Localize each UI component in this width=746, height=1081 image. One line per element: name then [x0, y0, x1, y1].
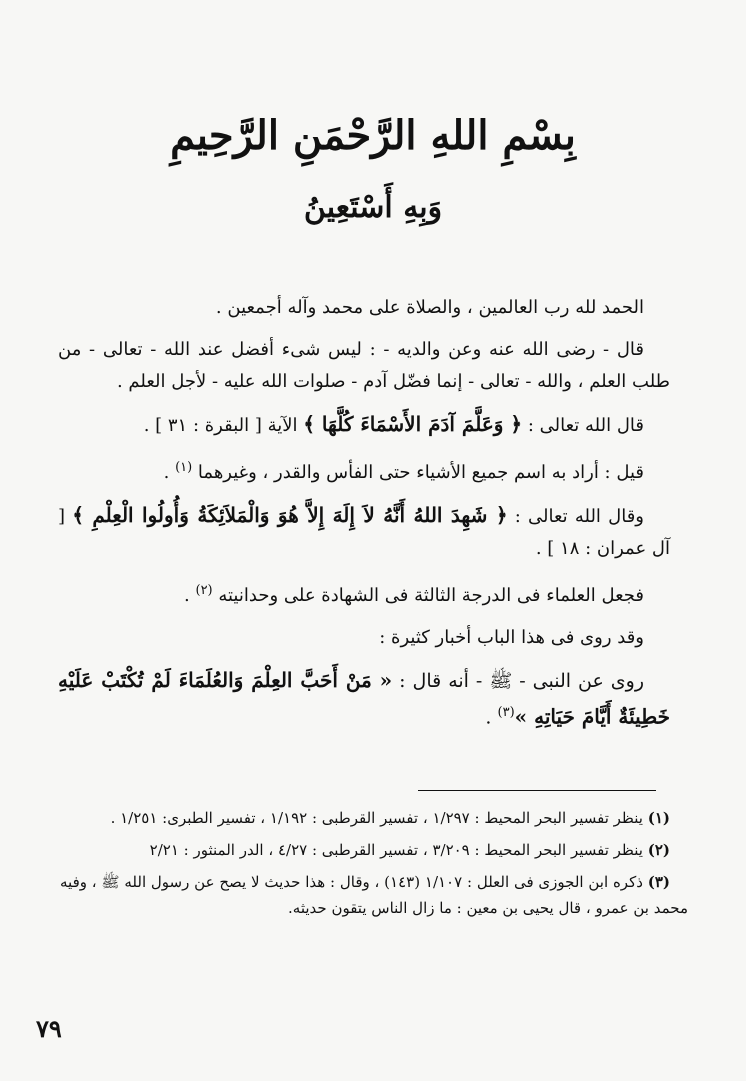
subtitle-heading: وَبِهِ أَسْتَعِينُ	[303, 190, 443, 225]
footnote-divider	[418, 790, 656, 791]
paragraph-hadith: روى عن النبى - ﷺ - أنه قال : « مَنْ أَحَبَّ العِلْمَ وَالعُلَمَاءَ لَمْ تُكْتَبْ عَلَيْهِ خَطِيئَةٌ أَيَّامَ حَيَاتِهِ »$^{(٣)}$ .	[58, 668, 670, 729]
main-text	[58, 292, 670, 743]
hadith-quote: « مَنْ أَحَبَّ العِلْمَ وَالعُلَمَاءَ لَمْ تُكْتَبْ عَلَيْهِ خَطِيئَةٌ أَيَّامَ حَيَاتِهِ »	[58, 668, 670, 729]
quran-quote: ﴿ شَهِدَ اللهُ أَنَّهُ لاَ إِلَهَ إِلاَّ هُوَ وَالْمَلاَئِكَةُ وَأُولُوا الْعِلْمِ ﴾	[72, 503, 508, 527]
paragraph-verse-baqara: قال الله تعالى : ﴿ وَعَلَّمَ آدَمَ الأَسْمَاءَ كُلَّهَا ﴾ الآية [ البقرة : ٣١ ] .	[143, 412, 644, 436]
quran-quote: ﴿ وَعَلَّمَ آدَمَ الأَسْمَاءَ كُلَّهَا ﴾	[303, 412, 523, 436]
paragraph-verse-imran: وقال الله تعالى : ﴿ شَهِدَ اللهُ أَنَّهُ لاَ إِلَهَ إِلاَّ هُوَ وَالْمَلاَئِكَةُ وَأُولُوا الْعِلْمِ ﴾ [ آل عمران : ١٨ ] .	[58, 503, 670, 559]
paragraph-reports: وقد روى فى هذا الباب أخبار كثيرة :	[379, 627, 644, 648]
paragraph-knowledge: قال - رضى الله عنه وعن والديه - : ليس شىء أفضل عند الله - تعالى - من طلب العلم ، والله - تعالى - إنما فضّل آدم - صلوات الله عليه - لأجل العلم .	[58, 339, 670, 392]
footnotes	[60, 805, 688, 927]
footnote-ref: (٢)	[195, 583, 213, 598]
paragraph-scholars: فجعل العلماء فى الدرجة الثالثة فى الشهادة على وحدانيته $^{(٢)}$ .	[184, 583, 644, 606]
footnote-2: (٢) ينظر تفسير البحر المحيط : ٣/٢٠٩ ، تفسير القرطبى : ٤/٢٧ ، الدر المنثور : ٢/٢١	[149, 841, 670, 859]
paragraph-praise: الحمد لله رب العالمين ، والصلاة على محمد وآله أجمعين .	[215, 297, 644, 318]
footnote-3: (٣) ذكره ابن الجوزى فى العلل : ١/١٠٧ (١٤٣) ، وقال : هذا حديث لا يصح عن رسول الله ﷺ ، وفيه محمد بن عمرو ، قال يحيى بن معين : ما زال الناس يتقون حديثه.	[60, 873, 688, 917]
paragraph-names: قيل : أراد به اسم جميع الأشياء حتى الفأس والقدر ، وغيرهما $^{(١)}$ .	[163, 460, 644, 483]
footnote-1: (١) ينظر تفسير البحر المحيط : ١/٢٩٧ ، تفسير القرطبى : ١/١٩٢ ، تفسير الطبرى: ١/٢٥١ .	[110, 809, 670, 827]
page-number: ٧٩	[36, 1014, 62, 1043]
basmala-heading: بِسْمِ اللهِ الرَّحْمَنِ الرَّحِيمِ	[170, 112, 576, 159]
footnote-ref: (٣)	[497, 705, 515, 720]
footnote-ref: (١)	[175, 460, 193, 475]
